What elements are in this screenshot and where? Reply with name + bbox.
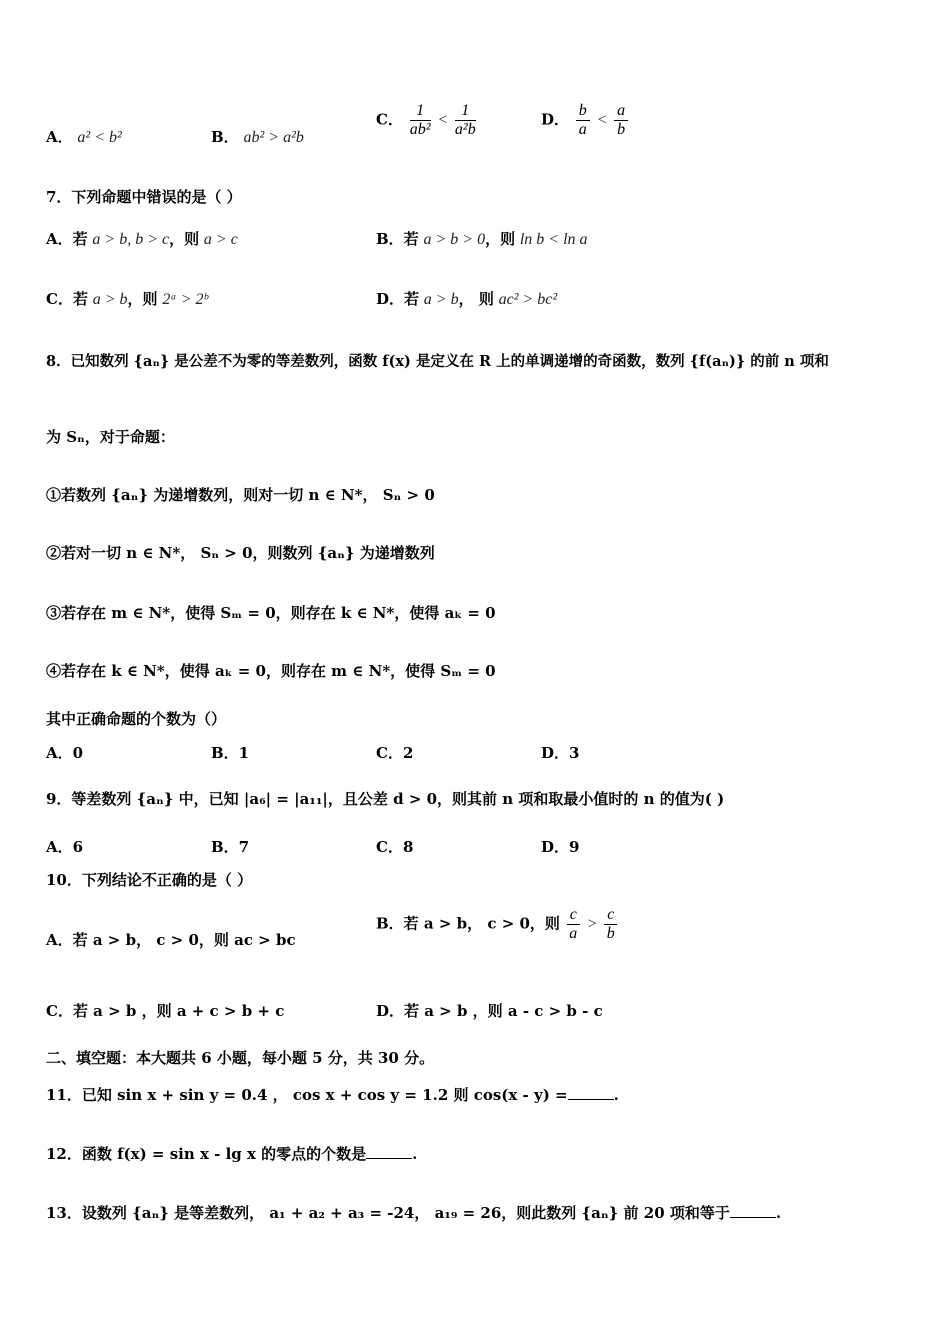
q9-option-c: C．8 xyxy=(376,838,414,856)
q8-option-c: C．2 xyxy=(376,744,414,762)
q6-option-b xyxy=(211,126,304,147)
q7-option-c xyxy=(46,288,208,309)
frac-den: ab² xyxy=(409,121,431,138)
q7-option-a xyxy=(46,228,238,249)
frac-num: 1 xyxy=(455,102,476,121)
q8-option-d: D．3 xyxy=(541,744,580,762)
q10-option-d: D．若 a > b ，则 a - c > b - c xyxy=(376,1002,603,1020)
q8-stem: 8．已知数列 {aₙ} 是公差不为零的等差数列，函数 f(x) 是定义在 R 上的单调递增的奇函数，数列 {f(aₙ)} 的前 n 项和 xyxy=(46,353,829,370)
q9-option-b: B．7 xyxy=(211,838,250,856)
q7-b-then: ，则 xyxy=(485,230,516,248)
q6-d-lt: < xyxy=(596,111,608,129)
q9-option-d: D．9 xyxy=(541,838,580,856)
q7-c-then: ，则 xyxy=(127,290,158,308)
q8-question: 其中正确命题的个数为（） xyxy=(46,710,227,728)
q11-period: . xyxy=(613,1086,619,1104)
q7-a-res: a > c xyxy=(203,231,238,248)
q8-proposition-4: ④若存在 k ∈ N*，使得 aₖ = 0，则存在 m ∈ N*，使得 Sₘ = 0 xyxy=(46,662,496,680)
q6-b-expr: ab² > a²b xyxy=(243,129,304,146)
q7-b-cond: a > b > 0 xyxy=(423,231,486,248)
q6-option-c xyxy=(376,102,478,139)
frac-num: b xyxy=(576,102,590,121)
frac-num: 1 xyxy=(410,102,431,121)
frac-den: a xyxy=(569,925,578,942)
frac-den: a²b xyxy=(454,121,476,138)
q6-b-label: B． xyxy=(211,128,239,146)
q6-c-frac1 xyxy=(410,102,431,139)
frac-den: b xyxy=(606,925,615,942)
frac-num: c xyxy=(604,906,617,925)
q7-d-cond: a > b xyxy=(423,291,459,308)
q7-d-label: D．若 xyxy=(376,290,420,308)
q6-d-frac2 xyxy=(614,102,628,139)
q7-a-label: A．若 xyxy=(46,230,88,248)
q6-option-d xyxy=(541,102,630,139)
q7-stem: 7．下列命题中错误的是（ ） xyxy=(46,188,242,206)
q9-option-a: A．6 xyxy=(46,838,84,856)
q13-answer-blank[interactable] xyxy=(730,1217,776,1218)
q13-text: 13．设数列 {aₙ} 是等差数列， a₁ + a₂ + a₃ = -24， a₁₉ = 26，则此数列 {aₙ} 前 20 项和等于 xyxy=(46,1204,730,1222)
q6-d-frac1 xyxy=(576,102,590,139)
q11 xyxy=(46,1084,619,1105)
q7-c-cond: a > b xyxy=(92,291,128,308)
frac-num: c xyxy=(567,906,580,925)
q7-option-d xyxy=(376,288,557,309)
frac-num: a xyxy=(614,102,628,121)
q10-b-label: B．若 a > b， c > 0，则 xyxy=(376,914,560,933)
q6-d-label: D． xyxy=(541,110,570,129)
q10-option-b xyxy=(376,906,619,943)
q8-proposition-3: ③若存在 m ∈ N*，使得 Sₘ = 0，则存在 k ∈ N*，使得 aₖ = 0 xyxy=(46,604,496,622)
q7-b-label: B．若 xyxy=(376,230,419,248)
q10-b-frac1 xyxy=(567,906,580,943)
q8-proposition-1: ①若数列 {aₙ} 为递增数列，则对一切 n ∈ N*， Sₙ > 0 xyxy=(46,486,435,504)
q9-stem: 9．等差数列 {aₙ} 中，已知 |a₆| = |a₁₁|，且公差 d > 0，则其前 n 项和取最小值时的 n 的值为( ) xyxy=(46,790,725,808)
q11-answer-blank[interactable] xyxy=(568,1099,614,1100)
frac-den: a xyxy=(578,121,587,138)
q6-c-label: C． xyxy=(376,110,403,129)
q7-b-res: ln b < ln a xyxy=(519,231,588,248)
q8-proposition-2: ②若对一切 n ∈ N*， Sₙ > 0，则数列 {aₙ} 为递增数列 xyxy=(46,544,435,562)
q10-option-c: C．若 a > b ，则 a + c > b + c xyxy=(46,1002,285,1020)
q7-a-cond: a > b, b > c xyxy=(92,231,170,248)
q7-d-res: ac² > bc² xyxy=(498,291,558,308)
q11-text: 11．已知 sin x + sin y = 0.4 ， cos x + cos y = 1.2 则 cos(x - y) = xyxy=(46,1086,568,1104)
q7-option-b xyxy=(376,228,588,249)
q7-d-then: ， 则 xyxy=(458,290,494,308)
q12 xyxy=(46,1143,417,1164)
q6-option-a xyxy=(46,126,122,147)
q10-b-frac2 xyxy=(604,906,617,943)
q10-option-a: A．若 a > b， c > 0，则 ac > bc xyxy=(46,931,296,949)
q13-period: . xyxy=(775,1204,782,1222)
q12-period: . xyxy=(412,1145,418,1163)
q8-option-b: B．1 xyxy=(211,744,250,762)
q6-c-frac2 xyxy=(455,102,476,139)
frac-den: b xyxy=(617,121,626,138)
q8-option-a: A．0 xyxy=(46,744,84,762)
section-heading: 二、填空题：本大题共 6 小题，每小题 5 分，共 30 分。 xyxy=(46,1049,435,1067)
q7-c-label: C．若 xyxy=(46,290,88,308)
q13 xyxy=(46,1202,781,1223)
q10-stem: 10．下列结论不正确的是（ ） xyxy=(46,871,253,889)
q8-stem-2: 为 Sₙ，对于命题： xyxy=(46,428,175,446)
q7-a-then: ，则 xyxy=(169,230,200,248)
q10-b-gt: > xyxy=(586,915,598,933)
q12-answer-blank[interactable] xyxy=(366,1158,412,1159)
q6-c-lt: < xyxy=(437,111,449,129)
q12-text: 12．函数 f(x) = sin x - lg x 的零点的个数是 xyxy=(46,1145,367,1163)
q6-a-expr: a² < b² xyxy=(77,129,122,146)
q7-c-res: 2ᵃ > 2ᵇ xyxy=(162,291,208,308)
q6-a-label: A． xyxy=(46,128,73,146)
